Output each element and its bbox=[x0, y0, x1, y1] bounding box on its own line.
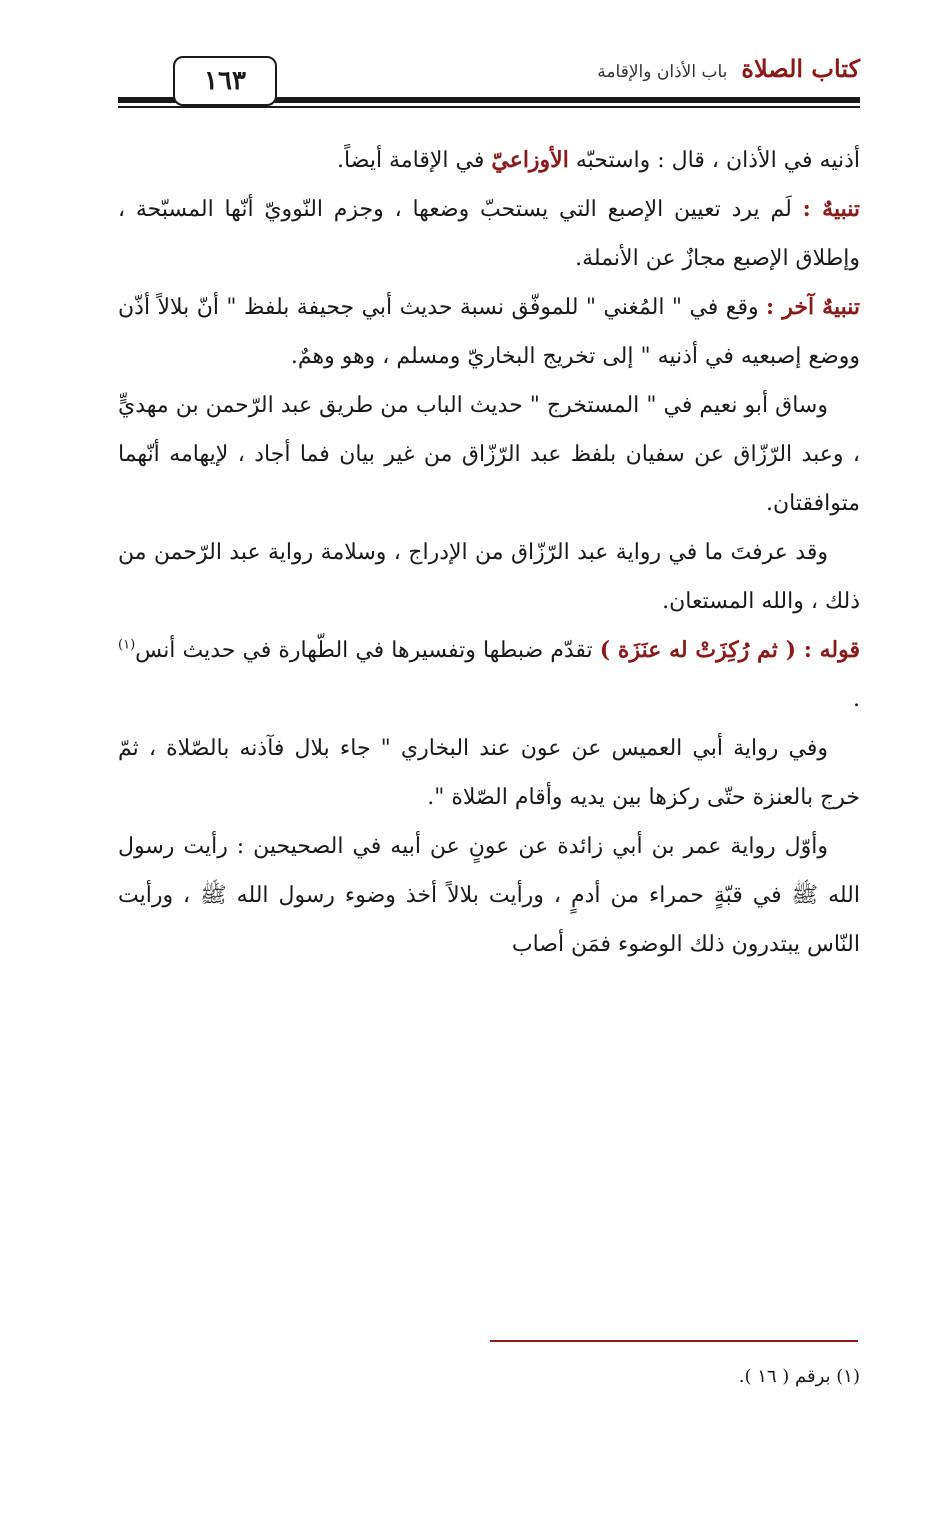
text-run: لَم يرد تعيين الإصبع التي يستحبّ وضعها ، وجزم النّوويّ أنّها المسبّحة ، وإطلاق الإصبع مجازٌ عن الأنملة. bbox=[118, 197, 860, 271]
page-header bbox=[118, 48, 860, 108]
text-run: وفي رواية أبي العميس عن عون عند البخاري " جاء بلال فآذنه بالصّلاة ، ثمّ خرج بالعنزة حتّى ركزها بين يديه وأقام الصّلاة ". bbox=[118, 736, 860, 810]
footnote-reference[interactable]: (١) bbox=[118, 637, 136, 653]
text-run: في الإقامة أيضاً. bbox=[337, 148, 492, 173]
book-title: كتاب الصلاة bbox=[741, 54, 860, 83]
text-run: وقد عرفتَ ما في رواية عبد الرّزّاق من الإدراج ، وسلامة رواية عبد الرّحمن من ذلك ، والله المستعان. bbox=[118, 540, 860, 614]
paragraph bbox=[118, 724, 860, 822]
paragraph bbox=[118, 528, 860, 626]
paragraph bbox=[118, 136, 860, 185]
text-run: أذنيه في الأذان ، قال : واستحبّه bbox=[568, 148, 860, 173]
header-rule-thin bbox=[118, 106, 860, 108]
highlighted-term: قوله : ( ثم رُكِزَتْ له عنَزَة ) bbox=[599, 637, 860, 663]
highlighted-term: الأوزاعيّ bbox=[491, 147, 569, 173]
paragraph bbox=[118, 822, 860, 969]
paragraph bbox=[118, 626, 860, 724]
text-run: وساق أبو نعيم في " المستخرج " حديث الباب من طريق عبد الرّحمن بن مهديٍّ ، وعبد الرّزّاق عن سفيان بلفظ عبد الرّزّاق من غير بيان فما أجاد ، لإيهامه أنّهما متوافقتان. bbox=[118, 393, 860, 516]
footnote-item: (١) برقم ( ١٦ ). bbox=[738, 1366, 860, 1387]
footnotes bbox=[118, 1362, 860, 1392]
highlighted-term: تنبيهٌ : bbox=[802, 196, 860, 222]
highlighted-term: تنبيهٌ آخر : bbox=[766, 294, 860, 320]
chapter-title: باب الأذان والإقامة bbox=[597, 62, 728, 82]
text-run: تقدّم ضبطها وتفسيرها في الطّهارة في حديث أنس bbox=[135, 638, 600, 663]
footnote-separator bbox=[490, 1340, 858, 1342]
text-run: . bbox=[853, 687, 860, 712]
paragraph bbox=[118, 381, 860, 528]
page-number: ١٦٣ bbox=[173, 56, 277, 106]
running-head bbox=[597, 54, 860, 83]
paragraph bbox=[118, 185, 860, 283]
paragraph bbox=[118, 283, 860, 381]
body-text bbox=[118, 136, 860, 969]
text-run: وأوّل رواية عمر بن أبي زائدة عن عونٍ عن أبيه في الصحيحين : رأيت رسول الله ﷺ في قبّةٍ حمراء من أدمٍ ، ورأيت بلالاً أخذ وضوء رسول الله ﷺ ، ورأيت النّاس يبتدرون ذلك الوضوء فمَن أصاب bbox=[118, 834, 860, 957]
text-run: وقع في " المُغني " للموفّق نسبة حديث أبي جحيفة بلفظ " أنّ بلالاً أذّن ووضع إصبعيه في أذنيه " إلى تخريج البخاريّ ومسلم ، وهو وهمٌ. bbox=[118, 295, 860, 369]
